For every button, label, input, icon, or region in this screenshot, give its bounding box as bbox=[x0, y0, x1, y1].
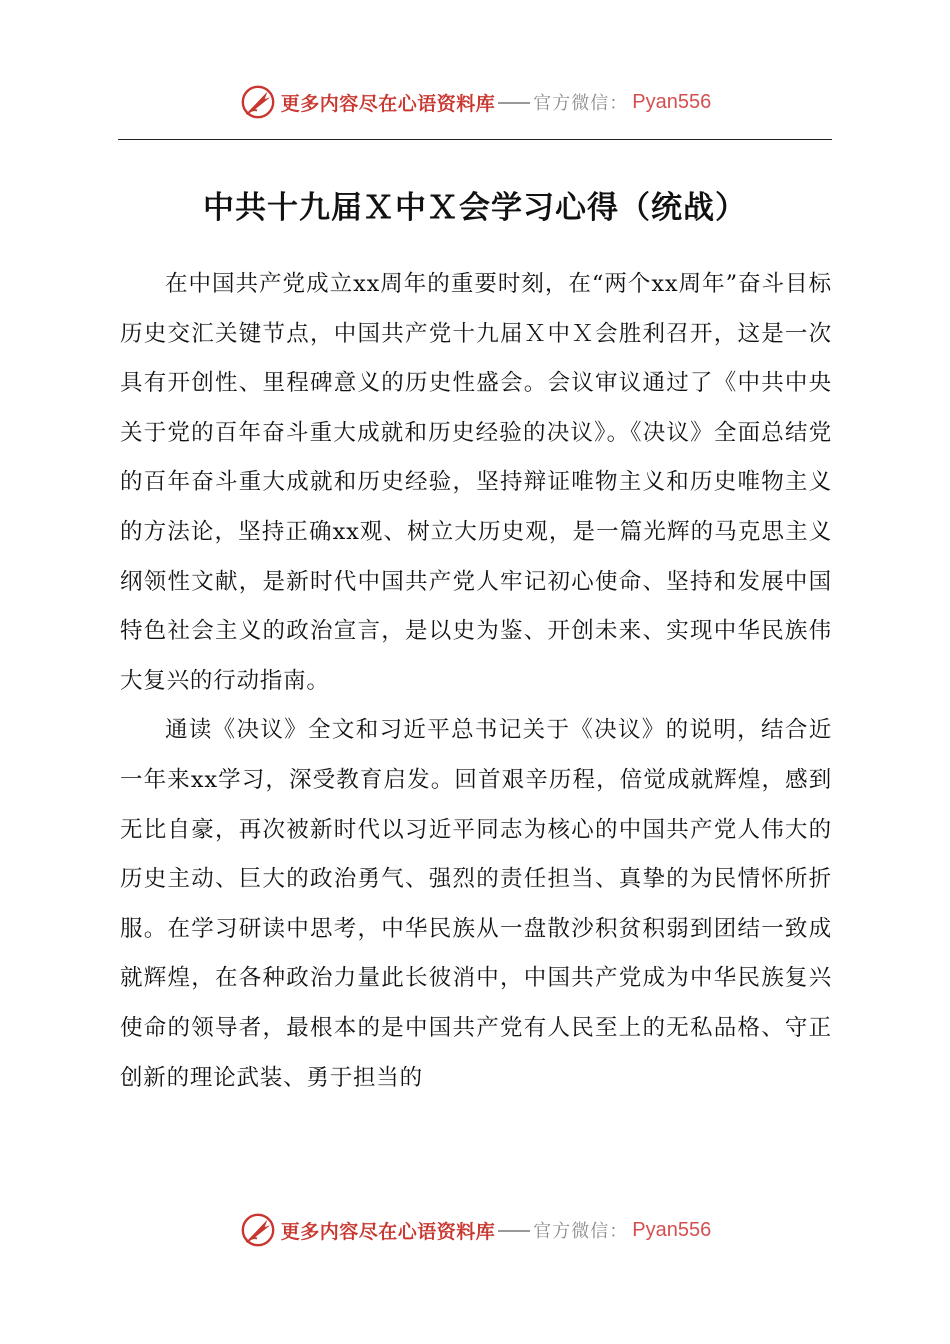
watermark-contact-label: 官方微信： bbox=[533, 93, 629, 114]
paragraph: 在中国共产党成立xx周年的重要时刻，在“两个xx周年”奋斗目标历史交汇关键节点，中国共产党十九届Ｘ中Ｘ会胜利召开，这是一次具有开创性、里程碑意义的历史性盛会。会议审议通过了《中共中央关于党的百年奋斗重大成就和历史经验的决议》。《决议》全面总结党的百年奋斗重大成就和历史经验，坚持辩证唯物主义和历史唯物主义的方法论，坚持正确xx观、树立大历史观，是一篇光辉的马克思主义纲领性文献，是新时代中国共产党人牢记初心使命、坚持和发展中国特色社会主义的政治宣言，是以史为鉴、开创未来、实现中华民族伟大复兴的行动指南。 bbox=[120, 271, 832, 694]
watermark-separator bbox=[498, 1230, 530, 1232]
watermark-handle: Pyan556 bbox=[632, 90, 712, 113]
quill-logo-icon bbox=[239, 83, 277, 121]
watermark-separator bbox=[498, 102, 530, 104]
watermark-brand: 更多内容尽在心语资料库 bbox=[280, 1220, 496, 1243]
watermark-contact-label: 官方微信： bbox=[533, 1221, 629, 1242]
paragraph: 通读《决议》全文和习近平总书记关于《决议》的说明，结合近一年来xx学习，深受教育启发。回首艰辛历程，倍觉成就辉煌，感到无比自豪，再次被新时代以习近平同志为核心的中国共产党人伟大的历史主动、巨大的政治勇气、强烈的责任担当、真挚的为民情怀所折服。在学习研读中思考，中华民族从一盘散沙积贫积弱到团结一致成就辉煌，在各种政治力量此长彼消中，中国共产党成为中华民族复兴使命的领导者，最根本的是中国共产党有人民至上的无私品格、守正创新的理论武装、勇于担当的 bbox=[120, 717, 832, 1091]
watermark-handle: Pyan556 bbox=[632, 1218, 712, 1241]
header-watermark bbox=[0, 82, 950, 122]
quill-logo-icon bbox=[239, 1211, 277, 1249]
header-divider bbox=[118, 139, 832, 140]
footer-watermark bbox=[0, 1210, 950, 1250]
document-title: 中共十九届Ｘ中Ｘ会学习心得（统战） bbox=[203, 190, 747, 226]
watermark-brand: 更多内容尽在心语资料库 bbox=[280, 92, 496, 115]
document-body bbox=[120, 260, 832, 1103]
